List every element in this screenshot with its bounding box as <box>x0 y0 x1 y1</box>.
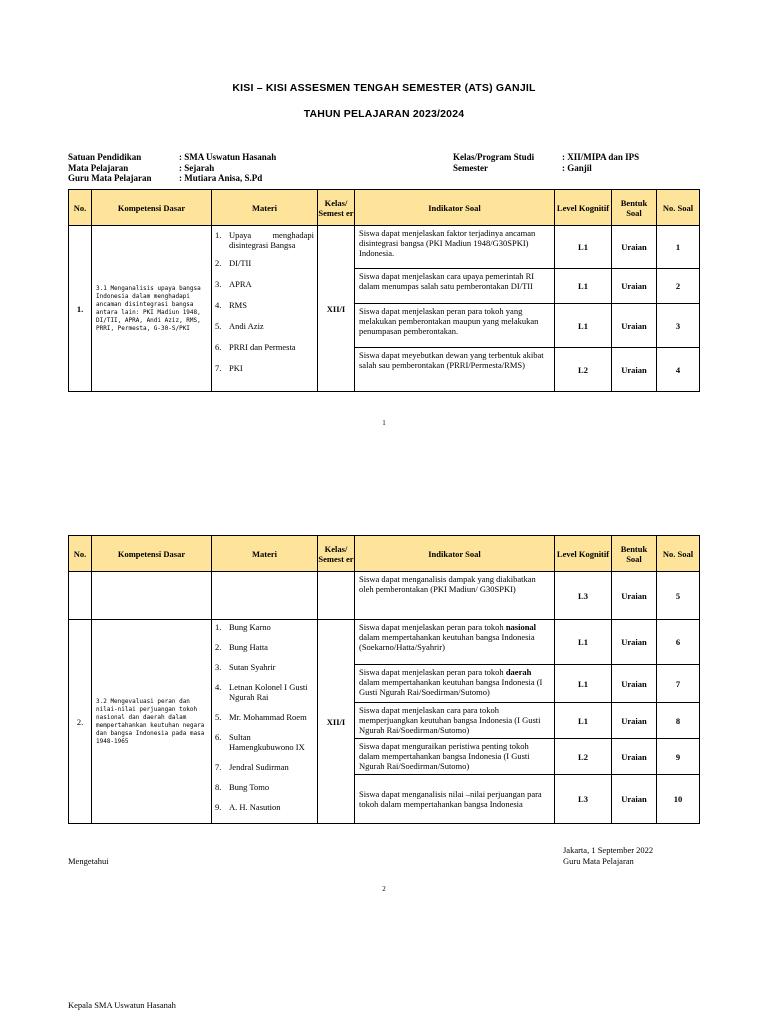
nomor-soal: 3 <box>657 304 700 348</box>
list-item <box>215 712 314 722</box>
row-number: 1. <box>69 226 92 392</box>
level-kognitif: L1 <box>555 304 612 348</box>
list-item <box>215 258 314 268</box>
item-number: 1. <box>215 622 222 632</box>
indikator-soal: Siswa dapat menjelaskan cara upaya pemerintah RI dalam menumpas salah satu pemberontakan DI/TII <box>355 269 555 304</box>
bentuk-soal: Uraian <box>612 572 657 620</box>
nomor-soal: 9 <box>657 739 700 775</box>
list-item <box>215 363 314 373</box>
item-text: APRA <box>229 279 252 289</box>
info-left <box>68 152 276 184</box>
indikator-text: dalam mempertahankan keutuhan bangsa Indonesia (Soekarno/Hatta/Syahrir) <box>359 632 535 652</box>
item-number: 7. <box>215 762 222 772</box>
col-no: No. <box>69 190 92 226</box>
item-text: Bung Karno <box>229 622 271 632</box>
col-no: No. <box>69 536 92 572</box>
col-level: Level Kognitif <box>555 536 612 572</box>
kompetensi-dasar: 3.1 Menganalisis upaya bangsa Indonesia dalam menghadapi ancaman disintegrasi bangsa antara lain: PKI Madiun 1948, DI/TII, APRA, Andi Aziz, RMS, PRRI, Permesta, G-30-S/PKI <box>92 226 212 392</box>
item-text: Bung Hatta <box>229 642 268 652</box>
list-item <box>215 342 314 352</box>
item-number: 2. <box>215 642 222 652</box>
bentuk-soal: Uraian <box>612 739 657 775</box>
col-nosoal: No. Soal <box>657 190 700 226</box>
item-number: 4. <box>215 682 222 692</box>
table-row <box>69 620 700 665</box>
empty-cell <box>318 572 355 620</box>
indikator-soal: Siswa dapat meyebutkan dewan yang terbentuk akibat salah sau pemberontakan (PRRI/Permesta/RMS) <box>355 348 555 392</box>
kompetensi-dasar: 3.2 Mengevaluasi peran dan nilai-nilai perjuangan tokoh nasional dan daerah dalam mempertahankan keutuhan negara dan bangsa Indonesia pada masa 1948-1965 <box>92 620 212 824</box>
indikator-emphasis: daerah <box>505 667 532 677</box>
class-label: Kelas/Program Studi <box>453 152 535 162</box>
list-item <box>215 732 314 752</box>
bentuk-soal: Uraian <box>612 703 657 739</box>
list-item <box>215 279 314 289</box>
school-value: : SMA Uswatun Hasanah <box>179 152 277 162</box>
indikator-text: Siswa dapat menjelaskan peran para tokoh <box>359 622 506 632</box>
empty-cell <box>92 572 212 620</box>
principal-label: Kepala SMA Uswatun Hasanah <box>68 1000 176 1010</box>
place-date: Jakarta, 1 September 2022 <box>563 845 654 855</box>
indikator-soal: Siswa dapat menjelaskan cara para tokoh memperjuangkan keutuhan bangsa Indonesia (I Gusti Ngurah Rai/Soedirman/Sutomo) <box>355 703 555 739</box>
item-number: 5. <box>215 321 222 331</box>
bentuk-soal: Uraian <box>612 348 657 392</box>
kisi-table-1 <box>68 189 700 392</box>
class-value: : XII/MIPA dan IPS <box>562 152 640 162</box>
indikator-soal: Siswa dapat menjelaskan faktor terjadinya ancaman disintegrasi bangsa (PKI Madiun 1948/G30SPKI) Indonesia. <box>355 226 555 269</box>
item-number: 4. <box>215 300 222 310</box>
indikator-soal <box>355 665 555 703</box>
school-label: Satuan Pendidikan <box>68 152 142 162</box>
bentuk-soal: Uraian <box>612 620 657 665</box>
list-item <box>215 802 314 812</box>
list-item <box>215 762 314 772</box>
indikator-text: dalam mempertahankan keutuhan bangsa Indonesia (I Gusti Ngurah Rai/Soedirman/Sutomo) <box>359 677 543 697</box>
empty-cell <box>69 572 92 620</box>
level-kognitif: L2 <box>555 739 612 775</box>
level-kognitif: L1 <box>555 620 612 665</box>
item-text: RMS <box>229 300 247 310</box>
materi-list <box>215 622 314 812</box>
bentuk-soal: Uraian <box>612 304 657 348</box>
table-header-row <box>69 190 700 226</box>
level-kognitif: L1 <box>555 703 612 739</box>
indikator-soal: Siswa dapat menganalisis nilai –nilai perjuangan para tokoh dalam mempertahankan bangsa Indonesia <box>355 775 555 824</box>
indikator-emphasis: nasional <box>505 622 537 632</box>
level-kognitif: L1 <box>555 665 612 703</box>
indikator-soal <box>355 620 555 665</box>
level-kognitif: L1 <box>555 226 612 269</box>
col-materi: Materi <box>212 190 318 226</box>
nomor-soal: 7 <box>657 665 700 703</box>
list-item <box>215 300 314 310</box>
col-kd: Kompetensi Dasar <box>92 536 212 572</box>
item-number: 6. <box>215 732 222 742</box>
item-text: A. H. Nasution <box>229 802 281 812</box>
item-text: DI/TII <box>229 258 252 268</box>
col-kelas: Kelas/ Semest er <box>318 536 355 572</box>
bentuk-soal: Uraian <box>612 665 657 703</box>
nomor-soal: 2 <box>657 269 700 304</box>
list-item <box>215 782 314 792</box>
item-number: 2. <box>215 258 222 268</box>
col-bentuk: Bentuk Soal <box>612 536 657 572</box>
kelas-semester: XII/I <box>318 620 355 824</box>
semester-value: : Ganjil <box>562 162 592 173</box>
row-number: 2. <box>69 620 92 824</box>
kisi-table-2 <box>68 535 700 824</box>
document-subtitle: TAHUN PELAJARAN 2023/2024 <box>303 108 465 120</box>
indikator-text: Siswa dapat menjelaskan peran para tokoh <box>359 667 506 677</box>
item-number: 6. <box>215 342 222 352</box>
item-text: Mr. Mohammad Roem <box>229 712 307 722</box>
level-kognitif: L1 <box>555 269 612 304</box>
item-number: 3. <box>215 662 222 672</box>
col-nosoal: No. Soal <box>657 536 700 572</box>
level-kognitif: L2 <box>555 348 612 392</box>
nomor-soal: 10 <box>657 775 700 824</box>
list-item <box>215 622 314 632</box>
item-text: PKI <box>229 363 243 373</box>
item-text: Andi Aziz <box>229 321 264 331</box>
empty-cell <box>212 572 318 620</box>
materi-list <box>215 230 314 373</box>
item-number: 3. <box>215 279 222 289</box>
list-item <box>215 230 314 250</box>
bentuk-soal: Uraian <box>612 269 657 304</box>
level-kognitif: L3 <box>555 572 612 620</box>
col-kelas: Kelas/ Semest er <box>318 190 355 226</box>
col-materi: Materi <box>212 536 318 572</box>
semester-label: Semester <box>453 162 488 173</box>
indikator-soal: Siswa dapat menganalisis dampak yang diakibatkan oleh pemberontakan (PKI Madiun/ G30SPKI) <box>355 572 555 620</box>
materi-cell <box>212 620 318 824</box>
nomor-soal: 4 <box>657 348 700 392</box>
teacher-role: Guru Mata Pelajaran <box>563 856 634 866</box>
list-item <box>215 662 314 672</box>
teacher-label: Guru Mata Pelajaran <box>68 173 152 183</box>
item-text: Bung Tomo <box>229 782 270 792</box>
col-indikator: Indikator Soal <box>355 536 555 572</box>
nomor-soal: 8 <box>657 703 700 739</box>
col-bentuk: Bentuk Soal <box>612 190 657 226</box>
mengetahui-label: Mengetahui <box>68 856 109 866</box>
item-text: Sutan Syahrir <box>229 662 276 672</box>
item-number: 1. <box>215 230 222 240</box>
item-number: 9. <box>215 802 222 812</box>
col-kd: Kompetensi Dasar <box>92 190 212 226</box>
nomor-soal: 5 <box>657 572 700 620</box>
col-level: Level Kognitif <box>555 190 612 226</box>
indikator-soal: Siswa dapat menjelaskan peran para tokoh yang melakukan pemberontakan maupun yang melakukan penumpasan pemberontakan. <box>355 304 555 348</box>
level-kognitif: L3 <box>555 775 612 824</box>
item-text: Upaya menghadapi disintegrasi Bangsa <box>229 230 314 250</box>
bentuk-soal: Uraian <box>612 226 657 269</box>
signature-block-teacher <box>563 845 653 867</box>
page-number: 2 <box>382 885 386 893</box>
kelas-semester: XII/I <box>318 226 355 392</box>
teacher-value: : Mutiara Anisa, S.Pd <box>179 173 263 183</box>
item-number: 5. <box>215 712 222 722</box>
table-row <box>69 226 700 269</box>
bentuk-soal: Uraian <box>612 775 657 824</box>
item-number: 8. <box>215 782 222 792</box>
table-row <box>69 572 700 620</box>
document-title: KISI – KISI ASSESMEN TENGAH SEMESTER (ATS) GANJIL <box>232 82 536 94</box>
col-indikator: Indikator Soal <box>355 190 555 226</box>
list-item <box>215 682 314 702</box>
subject-label: Mata Pelajaran <box>68 162 129 173</box>
page-number: 1 <box>382 419 386 427</box>
materi-cell <box>212 226 318 392</box>
subject-value: : Sejarah <box>179 162 215 173</box>
item-text: Letnan Kolonel I Gusti Ngurah Rai <box>229 682 308 702</box>
info-right <box>453 152 639 173</box>
list-item <box>215 642 314 652</box>
item-number: 7. <box>215 363 222 373</box>
item-text: Jendral Sudirman <box>229 762 289 772</box>
list-item <box>215 321 314 331</box>
table-header-row <box>69 536 700 572</box>
nomor-soal: 1 <box>657 226 700 269</box>
item-text: PRRI dan Permesta <box>229 342 296 352</box>
nomor-soal: 6 <box>657 620 700 665</box>
indikator-soal: Siswa dapat menguraikan peristiwa penting tokoh dalam mempertahankan bangsa Indonesia (I Gusti Ngurah Rai/Soedirman/Sutomo) <box>355 739 555 775</box>
item-text: Sultan Hamengkubuwono IX <box>229 732 305 752</box>
